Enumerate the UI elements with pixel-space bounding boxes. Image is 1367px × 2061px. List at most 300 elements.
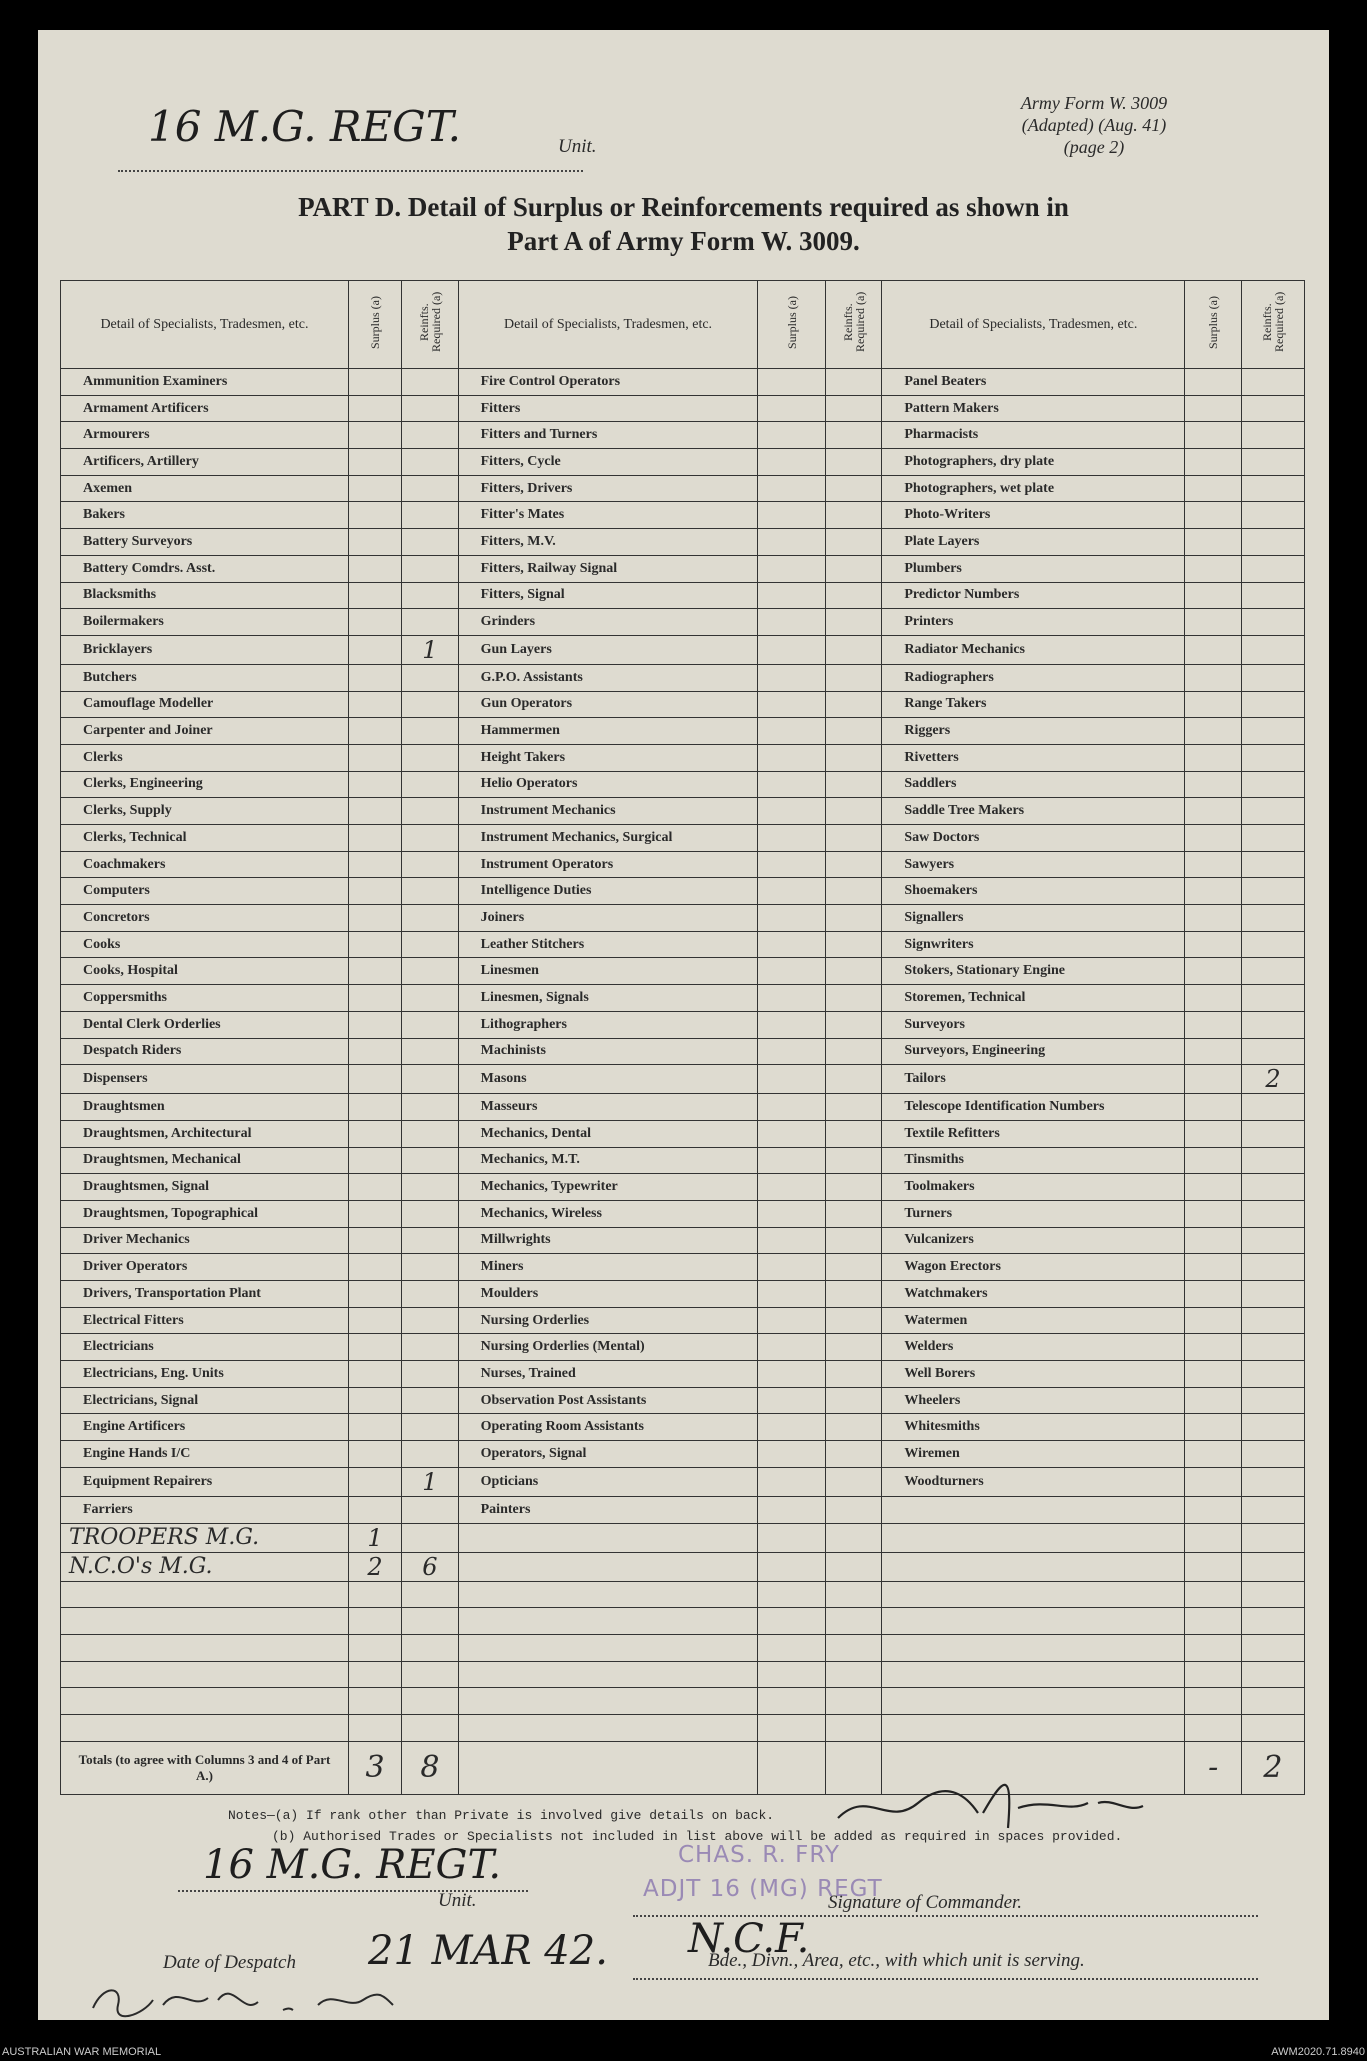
trade-cell: Height Takers [458,744,758,771]
table-row [61,1441,1305,1468]
trade-cell: Gun Layers [458,635,758,664]
surplus-cell [348,1227,401,1254]
reinfts-cell [1241,449,1304,476]
trade-cell: Intelligence Duties [458,878,758,905]
reinfts-cell [402,449,458,476]
surplus-cell [348,1281,401,1308]
surplus-cell: 2 [348,1552,401,1581]
surplus-cell [1185,1120,1241,1147]
reinfts-cell [1241,1441,1304,1468]
reinfts-cell [402,985,458,1012]
reinfts-cell [402,905,458,932]
trade-cell: Storemen, Technical [882,985,1185,1012]
reinfts-cell [1241,1094,1304,1121]
header-surplus: Surplus (a) [758,281,825,369]
reinfts-cell [402,1281,458,1308]
reinfts-cell [402,718,458,745]
header-reinfts: Reinfts. Required (a) [1241,281,1304,369]
trade-cell: Nursing Orderlies [458,1307,758,1334]
commander-signature [828,1768,1158,1838]
note-b: (b) Authorised Trades or Specialists not included in list above will be added as required in spaces provided. [272,1829,1123,1844]
surplus-cell [1185,1661,1241,1688]
surplus-cell [758,905,825,932]
reinfts-cell [825,1467,881,1496]
surplus-cell [758,1011,825,1038]
surplus-cell [1185,905,1241,932]
reinfts-cell [402,691,458,718]
reinfts-cell [402,851,458,878]
reinfts-cell [402,1714,458,1741]
surplus-cell [348,1307,401,1334]
reinfts-cell [825,905,881,932]
reinfts-cell: 6 [402,1552,458,1581]
trade-cell [882,1714,1185,1741]
table-row [61,635,1305,664]
surplus-cell [348,635,401,664]
reinfts-cell [1241,1227,1304,1254]
trade-cell: Cooks [61,931,349,958]
surplus-cell [1185,1147,1241,1174]
surplus-cell [1185,529,1241,556]
reinfts-cell [402,1387,458,1414]
surplus-cell [758,798,825,825]
trade-cell: Farriers [61,1496,349,1523]
unit-label: Unit. [558,136,597,157]
trade-cell: Fitters, Cycle [458,449,758,476]
table-row [61,1120,1305,1147]
reinfts-cell [402,1065,458,1094]
trade-cell: Clerks, Supply [61,798,349,825]
surplus-cell [348,555,401,582]
reinfts-cell [1241,1147,1304,1174]
reinfts-cell [1241,798,1304,825]
trade-cell [458,1552,758,1581]
table-row [61,931,1305,958]
surplus-cell [758,609,825,636]
reinfts-cell [825,422,881,449]
specialists-table [60,280,1305,1795]
table-row [61,691,1305,718]
reinfts-cell [402,771,458,798]
trade-cell: Opticians [458,1467,758,1496]
surplus-cell [1185,449,1241,476]
reinfts-cell [1241,1281,1304,1308]
surplus-cell [348,1065,401,1094]
reinfts-cell [402,1334,458,1361]
reinfts-cell [402,1661,458,1688]
reinfts-cell [402,1094,458,1121]
trade-cell: Pattern Makers [882,395,1185,422]
surplus-cell [758,1414,825,1441]
surplus-cell [1185,609,1241,636]
reinfts-cell [825,1581,881,1608]
surplus-cell [758,1496,825,1523]
trade-cell: Despatch Riders [61,1038,349,1065]
reinfts-cell [825,1608,881,1635]
reinfts-cell [402,798,458,825]
surplus-cell [1185,555,1241,582]
reinfts-cell [825,798,881,825]
table-row [61,502,1305,529]
reinfts-cell [825,1552,881,1581]
trade-cell: Draughtsmen [61,1094,349,1121]
trade-cell [882,1661,1185,1688]
reinfts-cell [825,1714,881,1741]
surplus-cell [348,449,401,476]
reinfts-cell [1241,1634,1304,1661]
reinfts-cell [825,1307,881,1334]
surplus-cell [348,1581,401,1608]
surplus-cell [758,1467,825,1496]
trade-cell: Photo-Writers [882,502,1185,529]
surplus-cell [758,851,825,878]
reinfts-cell [1241,1254,1304,1281]
surplus-cell [1185,502,1241,529]
surplus-cell [348,1467,401,1496]
trade-cell: Axemen [61,475,349,502]
trade-cell: Watchmakers [882,1281,1185,1308]
surplus-cell [348,851,401,878]
surplus-cell [1185,1414,1241,1441]
totals-cell: - [1185,1741,1241,1794]
surplus-cell [758,1227,825,1254]
header-detail: Detail of Specialists, Tradesmen, etc. [458,281,758,369]
surplus-cell [758,1523,825,1552]
surplus-cell [348,985,401,1012]
table-row [61,1634,1305,1661]
reinfts-cell [825,931,881,958]
surplus-cell [348,1334,401,1361]
surplus-cell [1185,1387,1241,1414]
surplus-cell [348,1608,401,1635]
reinfts-cell [825,1147,881,1174]
totals-cell: 3 [348,1741,401,1794]
trade-cell: Instrument Mechanics, Surgical [458,825,758,852]
reinfts-cell [1241,529,1304,556]
trade-cell: Grinders [458,609,758,636]
surplus-cell [758,718,825,745]
surplus-cell [758,931,825,958]
reinfts-cell [1241,958,1304,985]
trade-cell: Blacksmiths [61,582,349,609]
surplus-cell [758,1065,825,1094]
surplus-cell [758,1200,825,1227]
surplus-cell [1185,878,1241,905]
surplus-cell [1185,744,1241,771]
reinfts-cell [825,635,881,664]
surplus-cell [1185,691,1241,718]
surplus-cell [758,529,825,556]
trade-cell: Tinsmiths [882,1147,1185,1174]
surplus-cell [348,931,401,958]
surplus-cell [348,475,401,502]
trade-cell: Computers [61,878,349,905]
surplus-cell [1185,1496,1241,1523]
reinfts-cell [1241,1174,1304,1201]
reinfts-cell [402,609,458,636]
reinfts-cell [825,1661,881,1688]
table-row [61,369,1305,396]
surplus-cell [758,502,825,529]
trade-cell: Masseurs [458,1094,758,1121]
reinfts-cell [825,1065,881,1094]
surplus-cell [758,1334,825,1361]
reinfts-cell [1241,851,1304,878]
reinfts-cell [1241,1038,1304,1065]
surplus-cell [348,771,401,798]
reinfts-cell [825,1334,881,1361]
reinfts-cell [825,1387,881,1414]
reinfts-cell [1241,1011,1304,1038]
totals-cell: 2 [1241,1741,1304,1794]
date-label: Date of Despatch [163,1952,296,1973]
table-row [61,985,1305,1012]
trade-cell: Tailors [882,1065,1185,1094]
table-row [61,449,1305,476]
trade-cell: Helio Operators [458,771,758,798]
surplus-cell [758,1120,825,1147]
header-surplus: Surplus (a) [1185,281,1241,369]
reinfts-cell [1241,1496,1304,1523]
table-row [61,1414,1305,1441]
trade-cell: Instrument Mechanics [458,798,758,825]
table-row [61,1496,1305,1523]
trade-cell: Rivetters [882,744,1185,771]
trade-cell [882,1552,1185,1581]
trade-cell: Linesmen [458,958,758,985]
trade-cell: Engine Artificers [61,1414,349,1441]
trade-cell [882,1688,1185,1715]
surplus-cell [348,718,401,745]
surplus-cell [1185,664,1241,691]
surplus-cell [348,609,401,636]
trade-cell: Shoemakers [882,878,1185,905]
reinfts-cell [402,1496,458,1523]
trade-cell: Armourers [61,422,349,449]
reinfts-cell [825,1227,881,1254]
surplus-cell [348,395,401,422]
trade-cell: Joiners [458,905,758,932]
table-row [61,1254,1305,1281]
reinfts-cell [825,958,881,985]
form-sheet [38,30,1329,2020]
reinfts-cell [402,555,458,582]
table-row [61,1065,1305,1094]
reinfts-cell [402,1307,458,1334]
reinfts-cell [402,1688,458,1715]
surplus-cell [758,475,825,502]
trade-cell: Machinists [458,1038,758,1065]
surplus-cell [348,1174,401,1201]
totals-cell [458,1741,758,1794]
surplus-cell [348,1011,401,1038]
trade-cell: Mechanics, Wireless [458,1200,758,1227]
reinfts-cell [825,1496,881,1523]
trade-cell [458,1523,758,1552]
trade-cell [458,1661,758,1688]
table-row [61,825,1305,852]
reinfts-cell [1241,985,1304,1012]
surplus-cell [1185,1467,1241,1496]
reinfts-cell [402,878,458,905]
reinfts-cell [402,1120,458,1147]
reinfts-cell [1241,1361,1304,1388]
surplus-cell [348,1038,401,1065]
trade-cell [61,1661,349,1688]
table-row [61,1608,1305,1635]
trade-cell: Fitters [458,395,758,422]
reinfts-cell [825,744,881,771]
trade-cell: Cooks, Hospital [61,958,349,985]
surplus-cell [1185,798,1241,825]
trade-cell: Woodturners [882,1467,1185,1496]
table-row [61,609,1305,636]
surplus-cell [758,1661,825,1688]
header-detail: Detail of Specialists, Tradesmen, etc. [882,281,1185,369]
table-row [61,1361,1305,1388]
header-reinfts: Reinfts. Required (a) [825,281,881,369]
trade-cell: Toolmakers [882,1174,1185,1201]
table-row [61,1581,1305,1608]
trade-cell [61,1581,349,1608]
reinfts-cell [402,1634,458,1661]
trade-cell: Linesmen, Signals [458,985,758,1012]
reinfts-cell [1241,555,1304,582]
reinfts-cell [825,369,881,396]
reinfts-cell [402,1361,458,1388]
surplus-cell [348,958,401,985]
reinfts-cell [825,1200,881,1227]
surplus-cell [348,1496,401,1523]
surplus-cell [348,825,401,852]
header-detail: Detail of Specialists, Tradesmen, etc. [61,281,349,369]
trade-cell: Miners [458,1254,758,1281]
reinfts-cell [825,1094,881,1121]
trade-cell: Sawyers [882,851,1185,878]
trade-cell: Moulders [458,1281,758,1308]
surplus-cell [1185,1174,1241,1201]
surplus-cell [1185,1552,1241,1581]
surplus-cell [758,1387,825,1414]
surplus-cell [758,1281,825,1308]
trade-cell: Turners [882,1200,1185,1227]
trade-cell: Electricians, Signal [61,1387,349,1414]
surplus-cell [1185,985,1241,1012]
reinfts-cell [402,369,458,396]
surplus-cell [1185,1581,1241,1608]
trade-cell: Fire Control Operators [458,369,758,396]
title-line-1: PART D. Detail of Surplus or Reinforcements required as shown in [298,192,1069,222]
surplus-cell [758,744,825,771]
surplus-cell [758,1147,825,1174]
surplus-cell [1185,395,1241,422]
surplus-cell [758,1714,825,1741]
note-a: Notes—(a) If rank other than Private is involved give details on back. [228,1808,775,1823]
reinfts-cell [1241,718,1304,745]
trade-cell: Telescope Identification Numbers [882,1094,1185,1121]
surplus-cell [758,1608,825,1635]
reinfts-cell [402,1523,458,1552]
reinfts-cell [825,502,881,529]
trade-cell [882,1634,1185,1661]
reinfts-cell [402,529,458,556]
table-row [61,1307,1305,1334]
table-row [61,1200,1305,1227]
surplus-cell [758,1094,825,1121]
trade-cell: Millwrights [458,1227,758,1254]
surplus-cell [758,664,825,691]
trade-cell: Nursing Orderlies (Mental) [458,1334,758,1361]
footer-unit-label: Unit. [438,1890,477,1911]
credit-right: AWM2020.71.8940 [1271,2046,1365,2058]
trade-cell: Panel Beaters [882,369,1185,396]
trade-cell: Wheelers [882,1387,1185,1414]
reinfts-cell [402,502,458,529]
trade-cell: Coppersmiths [61,985,349,1012]
stamp-name: CHAS. R. FRY [678,1842,840,1868]
table-row [61,718,1305,745]
table-row [61,878,1305,905]
reinfts-cell [825,1441,881,1468]
reinfts-cell [402,1414,458,1441]
reinfts-cell [402,958,458,985]
trade-cell [458,1688,758,1715]
table-row [61,422,1305,449]
trade-cell: Driver Mechanics [61,1227,349,1254]
trade-cell [61,1714,349,1741]
reinfts-cell [825,664,881,691]
surplus-cell [1185,1714,1241,1741]
form-number: Army Form W. 3009 [1020,93,1168,113]
reinfts-cell [825,1281,881,1308]
reinfts-cell [402,422,458,449]
table-row [61,1281,1305,1308]
reinfts-cell [825,1120,881,1147]
reinfts-cell [1241,1200,1304,1227]
reinfts-cell [402,1608,458,1635]
trade-cell: Hammermen [458,718,758,745]
table-row [61,1714,1305,1741]
trade-cell: Watermen [882,1307,1185,1334]
surplus-cell [758,582,825,609]
trade-cell: Mechanics, Typewriter [458,1174,758,1201]
trade-cell: Engine Hands I/C [61,1441,349,1468]
trade-cell: Leather Stitchers [458,931,758,958]
table-header-row [61,281,1305,369]
totals-cell: 8 [402,1741,458,1794]
surplus-cell [348,582,401,609]
reinfts-cell [1241,1552,1304,1581]
date-value: 21 MAR 42. [368,1928,608,1974]
surplus-cell [348,1200,401,1227]
trade-cell: Draughtsmen, Architectural [61,1120,349,1147]
surplus-cell [348,1094,401,1121]
reinfts-cell [1241,771,1304,798]
bottom-signature [83,1980,503,2018]
surplus-cell [348,798,401,825]
surplus-cell [758,1174,825,1201]
reinfts-cell [1241,369,1304,396]
trade-cell: TROOPERS M.G. [61,1523,349,1552]
reinfts-cell [402,582,458,609]
reinfts-cell [825,475,881,502]
trade-cell: Carpenter and Joiner [61,718,349,745]
trade-cell: Riggers [882,718,1185,745]
reinfts-cell [825,395,881,422]
surplus-cell [758,555,825,582]
trade-cell: Equipment Repairers [61,1467,349,1496]
reinfts-cell [825,851,881,878]
